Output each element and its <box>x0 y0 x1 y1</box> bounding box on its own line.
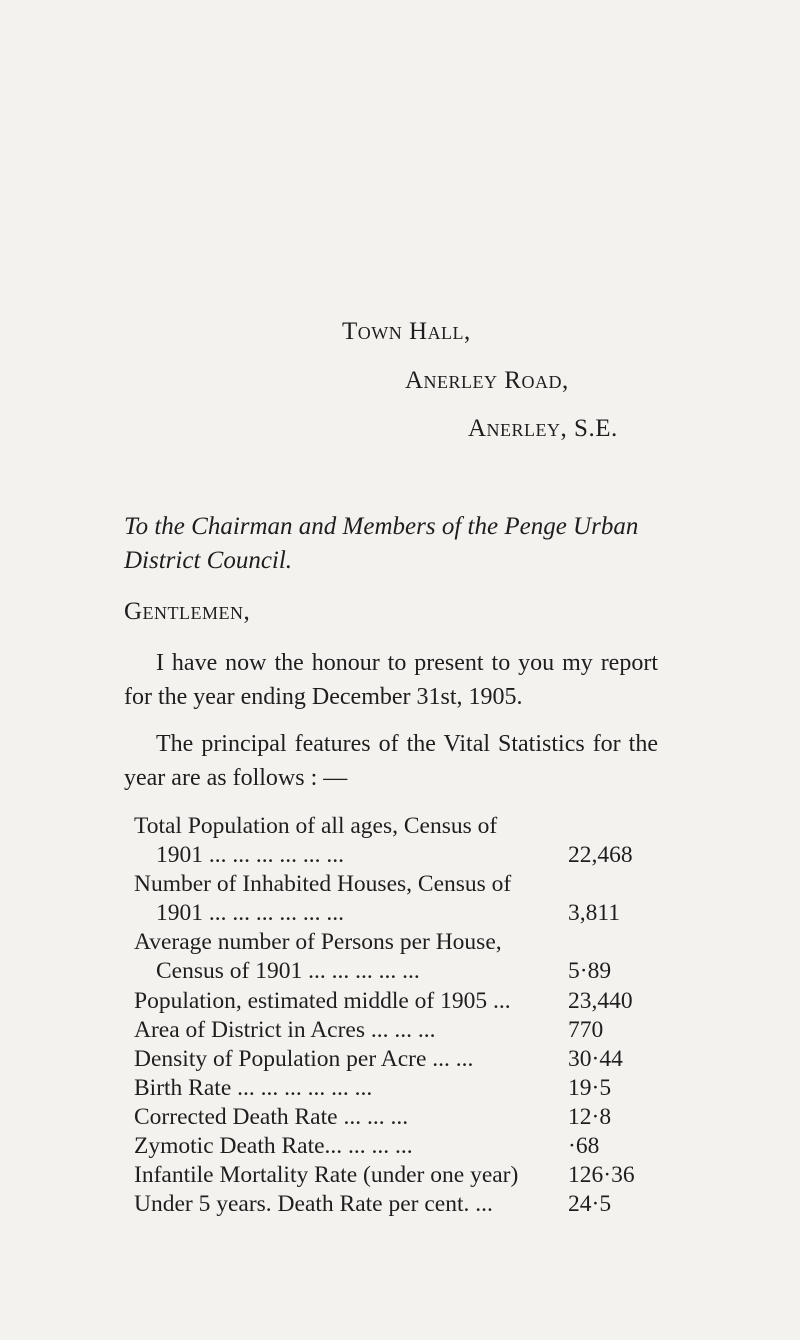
stat-zymotic-death-rate <box>134 1132 662 1161</box>
stat-label: Number of Inhabited Houses, Census of <box>134 871 512 898</box>
stat-value: 5·89 <box>568 958 612 985</box>
stat-corrected-death-rate <box>134 1103 662 1132</box>
stat-value: 770 <box>568 1016 604 1043</box>
vital-statistics-list <box>134 812 662 1219</box>
address-line-3: Anerley, S.E. <box>468 415 618 442</box>
features-paragraph: The principal features of the Vital Statistics for the year are as follows : — <box>124 731 658 791</box>
stat-label: Area of District in Acres ... ... ... <box>134 1016 436 1043</box>
stat-label: Density of Population per Acre ... ... <box>134 1045 474 1072</box>
stat-label: Total Population of all ages, Census of <box>134 813 498 839</box>
stat-density <box>134 1045 662 1074</box>
stat-value: 30·44 <box>568 1045 623 1072</box>
greeting: Gentlemen, <box>124 598 251 625</box>
stat-value: 3,811 <box>568 900 621 927</box>
stat-label: Average number of Persons per House, <box>134 929 502 956</box>
stat-value: 23,440 <box>568 987 633 1014</box>
address-line-1: Town Hall, <box>342 318 471 345</box>
intro-paragraph: I have now the honour to present to you my report for the year ending December 31st, 1905. <box>124 650 658 710</box>
stat-area-acres <box>134 1016 662 1045</box>
stat-label-continued: Census of 1901 ... ... ... ... ... <box>156 958 420 985</box>
stat-persons-per-house <box>134 928 662 986</box>
stat-infantile-mortality <box>134 1161 662 1190</box>
stat-inhabited-houses <box>134 870 662 928</box>
stat-under-5-death-rate <box>134 1190 662 1219</box>
stat-value: 19·5 <box>568 1074 612 1101</box>
stat-label: Birth Rate ... ... ... ... ... ... <box>134 1074 373 1101</box>
stat-value: 12·8 <box>568 1103 612 1130</box>
stat-label: Population, estimated middle of 1905 ... <box>134 987 511 1014</box>
stat-value: 24·5 <box>568 1191 612 1218</box>
stat-label: Zymotic Death Rate... ... ... ... <box>134 1133 413 1160</box>
stat-label: Infantile Mortality Rate (under one year) <box>134 1162 519 1189</box>
stat-label: Corrected Death Rate ... ... ... <box>134 1103 409 1130</box>
salutation: To the Chairman and Members of the Penge Urban District Council. <box>124 513 639 574</box>
stat-label: Under 5 years. Death Rate per cent. ... <box>134 1191 493 1218</box>
stat-label-continued: 1901 ... ... ... ... ... ... <box>156 900 344 927</box>
stat-value: 126·36 <box>568 1162 635 1189</box>
stat-label-continued: 1901 ... ... ... ... ... ... <box>156 842 344 869</box>
stat-value: 22,468 <box>568 842 633 869</box>
stat-total-population <box>134 812 662 870</box>
stat-value: ·68 <box>568 1133 600 1160</box>
stat-estimated-population <box>134 987 662 1016</box>
stat-birth-rate <box>134 1074 662 1103</box>
address-line-2: Anerley Road, <box>405 367 569 394</box>
